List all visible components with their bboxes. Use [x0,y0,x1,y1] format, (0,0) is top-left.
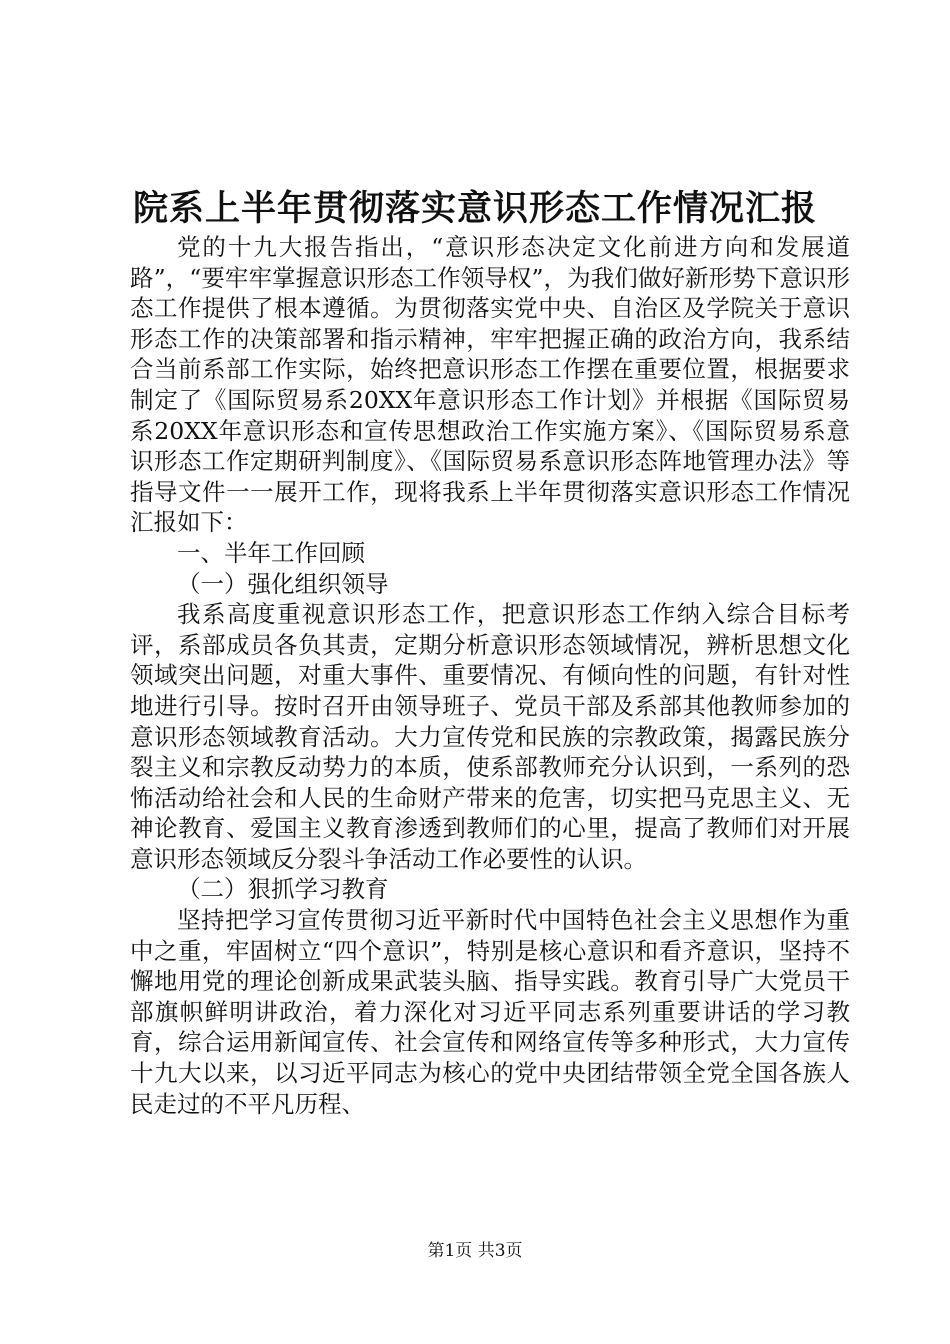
subsection-heading-2: （二）狠抓学习教育 [177,875,389,904]
section-heading: 一、半年工作回顾 [177,538,365,567]
paragraph-organization: 我系高度重视意识形态工作，把意识形态工作纳入综合目标考评，系部成员各负其责，定期分析意识形态领域情况，辨析思想文化领域突出问题，对重大事件、重要情况、有倾向性的问题，有针对性地进行引导。按时召开由领导班子、党员干部及系部其他教师参加的意识形态领域教育活动。大力宣传党和民族的宗教政策，揭露民族分裂主义和宗教反动势力的本质，使系部教师充分认识到，一系列的恐怖活动给社会和人民的生命财产带来的危害，切实把马克思主义、无神论教育、爱国主义教育渗透到教师们的心里，提高了教师们对开展意识形态领域反分裂斗争活动工作必要性的认识。 [130,600,850,873]
paragraph-intro: 党的十九大报告指出，“意识形态决定文化前进方向和发展道路”，“要牢牢掌握意识形态工作领导权”，为我们做好新形势下意识形态工作提供了根本遵循。为贯彻落实党中央、自治区及学院关于意识形态工作的决策部署和指示精神，牢牢把握正确的政治方向，我系结合当前系部工作实际，始终把意识形态工作摆在重要位置，根据要求制定了《国际贸易系20XX年意识形态工作计划》并根据《国际贸易系20XX年意识形态和宣传思想政治工作实施方案》、《国际贸易系意识形态工作定期研判制度》、《国际贸易系意识形态阵地管理办法》等指导文件一一展开工作，现将我系上半年贯彻落实意识形态工作情况汇报如下： [130,233,850,537]
paragraph-study: 坚持把学习宣传贯彻习近平新时代中国特色社会主义思想作为重中之重，牢固树立“四个意识”，特别是核心意识和看齐意识，坚持不懈地用党的理论创新成果武装头脑、指导实践。教育引导广大党员干部旗帜鲜明讲政治，着力深化对习近平同志系列重要讲话的学习教育，综合运用新闻宣传、社会宣传和网络宣传等多种形式，大力宣传十九大以来，以习近平同志为核心的党中央团结带领全党全国各族人民走过的不平凡历程、 [130,906,850,1118]
document-title: 院系上半年贯彻落实意识形态工作情况汇报 [132,188,817,229]
document-body [130,232,850,1119]
page-number-footer: 第1页 共3页 [427,1241,523,1261]
subsection-heading-1: （一）强化组织领导 [177,569,389,598]
